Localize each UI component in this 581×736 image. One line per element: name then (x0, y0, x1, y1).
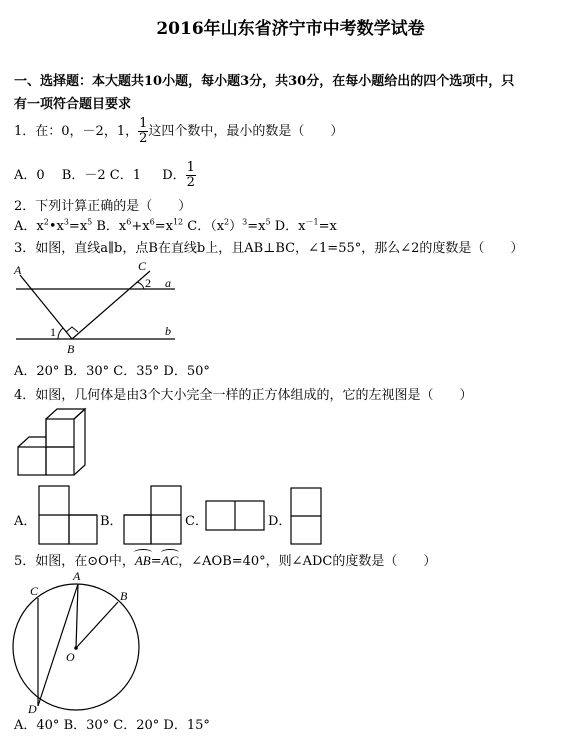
q2-option-c: C．$(x^2)^3=x^5$ (183, 217, 271, 234)
top-cube-side (74, 409, 85, 475)
q5-circle-figure (0, 566, 160, 716)
question-2-stem: 2．下列计算正确的是（ ） (14, 199, 192, 214)
label-c-point: C (138, 259, 147, 273)
label-c: C (30, 584, 39, 598)
q1-options-text: A．0 B．－2 C．1 D． (14, 168, 186, 183)
bottom-left-top (18, 437, 46, 447)
question-3-options: A．20° B．30° C．35° D．50° (14, 364, 210, 379)
q5-arc-ab: AB (135, 553, 151, 569)
q4-option-a-figure (38, 485, 98, 545)
q1-option-d-fraction (186, 161, 196, 190)
q2-option-b: B．$x^6+x^6=x^{12}$ (92, 217, 184, 234)
q5-arc-ac: AC (162, 553, 179, 569)
q1-option-d-numerator: 1 (186, 160, 195, 175)
q1-option-d-denominator: 2 (186, 175, 195, 190)
q5-stem-part-a: 5．如图，在⊙O中， (14, 554, 135, 569)
label-angle-1: 1 (50, 325, 56, 339)
segment-oa (76, 584, 78, 648)
q4-option-d-figure (290, 487, 324, 547)
page-title: 2016年山东省济宁市中考数学试卷 (156, 19, 425, 39)
q1-fraction (138, 117, 148, 146)
label-o: O (66, 650, 75, 664)
q2-option-d: D．$x^{-1}=x$ (270, 217, 337, 234)
label-line-b: b (165, 324, 171, 338)
question-1-options (14, 161, 196, 190)
label-b: B (120, 589, 128, 603)
label-angle-2: 2 (145, 276, 151, 290)
label-b-point: B (67, 342, 75, 356)
q4-option-c-label: C． (185, 514, 208, 529)
label-d: D (28, 702, 37, 716)
question-5-options: A．40° B．30° C．20° D．15° (14, 718, 210, 733)
segment-bc (72, 271, 150, 339)
question-4-stem: 4．如图，几何体是由3个大小完全一样的正方体组成的，它的左视图是（ ） (14, 388, 473, 403)
bottom-left-cube (18, 447, 46, 475)
section-heading-line1: 一、选择题：本大题共10小题，每小题3分，共30分，在每小题给出的四个选项中，只 (14, 74, 515, 89)
q1-stem-part-b: 这四个数中，最小的数是（ ） (148, 124, 344, 139)
q1-stem-part-a: 1．在：0，－2，1， (14, 124, 139, 139)
segment-ad (38, 584, 78, 706)
section-heading-line2: 有一项符合题目要求 (14, 97, 132, 112)
q1-fraction-denominator: 2 (139, 131, 148, 146)
segment-ob (76, 602, 118, 648)
right-angle-mark (66, 327, 78, 332)
q4-option-d-label: D． (268, 514, 292, 529)
center-point (74, 646, 78, 650)
q4-option-a-label: A． (14, 514, 37, 529)
label-a-point: A (14, 263, 22, 277)
question-1-stem (14, 117, 343, 146)
bottom-right-cube (46, 447, 74, 475)
question-5-stem: 5．如图，在⊙O中， AB= AC，∠AOB=40°，则∠ADC的度数是（ ） (14, 550, 436, 569)
q4-option-c-figure (205, 500, 265, 532)
q4-option-b-label: B． (100, 514, 123, 529)
segment-ab (20, 275, 72, 339)
top-cube-front (46, 419, 74, 447)
q2-option-a: A．$x^2•x^3=x^5$ (14, 217, 93, 234)
label-line-a: a (165, 276, 171, 290)
angle-2-arc (137, 282, 144, 289)
q4-solid-figure (0, 405, 110, 480)
question-3-stem: 3．如图，直线a∥b，点B在直线b上，且AB⊥BC，∠1=55°，那么∠2的度数是（ ） (14, 241, 524, 256)
question-2-options (14, 215, 337, 234)
q4-option-b-figure (123, 485, 183, 545)
q5-stem-part-b: ，∠AOB=40°，则∠ADC的度数是（ ） (178, 554, 437, 569)
label-a: A (73, 569, 81, 583)
q1-fraction-numerator: 1 (139, 116, 148, 131)
q3-figure (0, 255, 200, 360)
angle-1-arc (58, 328, 63, 339)
